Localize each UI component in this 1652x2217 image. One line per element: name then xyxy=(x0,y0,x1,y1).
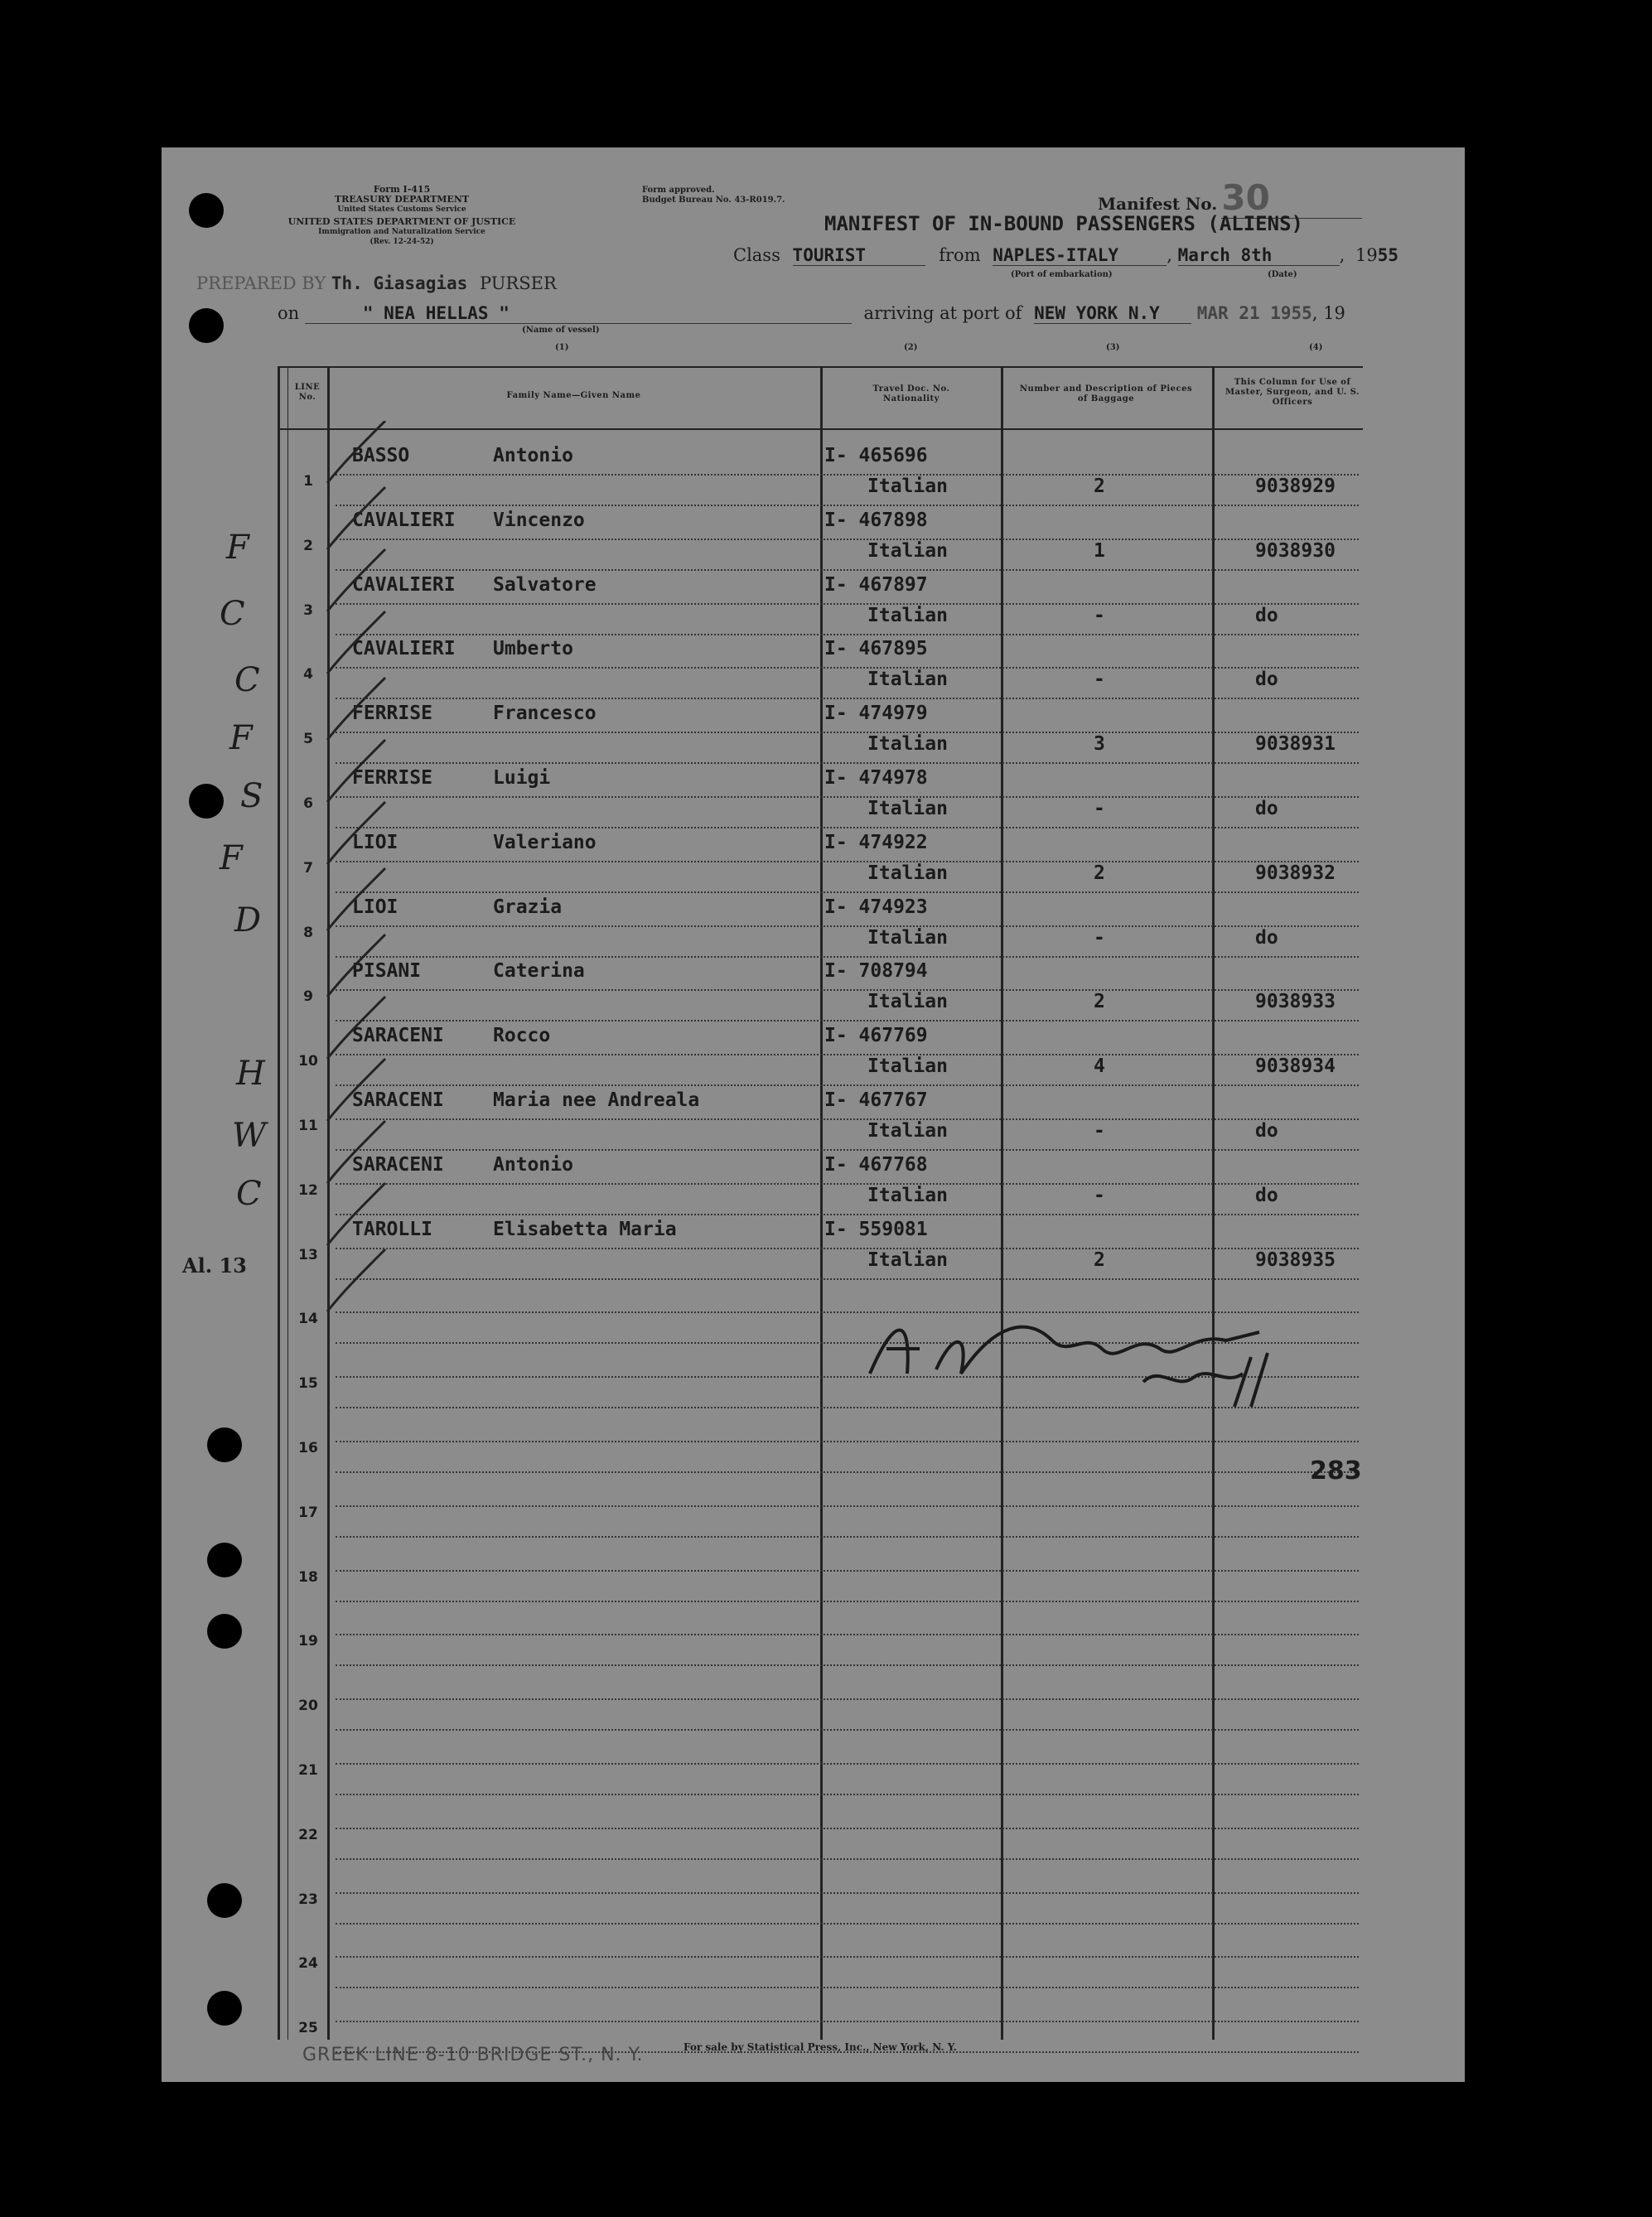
check-mark xyxy=(327,1183,385,1245)
col-divider-travel xyxy=(1001,366,1003,2040)
family-name: FERRISE xyxy=(352,767,432,789)
vessel-caption: (Name of vessel) xyxy=(522,326,600,335)
officer-ref: 9038932 xyxy=(1255,862,1336,884)
punch-hole xyxy=(189,784,224,819)
family-name: PISANI xyxy=(352,960,422,983)
row-rule xyxy=(336,1729,1359,1731)
line-number: 11 xyxy=(298,1118,318,1134)
prepared-name: Th. Giasagias xyxy=(331,273,468,293)
footer-line-name: GREEK LINE 8-10 BRIDGE ST., N. Y. xyxy=(302,2045,644,2065)
baggage-count: 2 xyxy=(1094,862,1105,884)
baggage-count: - xyxy=(1094,926,1105,949)
row-rule xyxy=(336,1471,1359,1473)
punch-hole xyxy=(189,193,224,228)
travel-doc-no: I- 474922 xyxy=(824,831,928,853)
line-number: 4 xyxy=(303,666,313,683)
line-number: 14 xyxy=(298,1311,318,1328)
family-name: LIOI xyxy=(352,831,399,853)
margin-letter: C xyxy=(236,1175,262,1213)
margin-letter: D xyxy=(234,901,262,939)
row-rule xyxy=(336,569,1359,571)
al-note: Al. 13 xyxy=(182,1253,247,1278)
row-rule xyxy=(336,698,1359,699)
arrival-year-prefix: 19 xyxy=(1323,303,1345,323)
given-name: Vincenzo xyxy=(493,509,585,531)
baggage-count: 2 xyxy=(1094,476,1105,497)
row-rule xyxy=(336,1214,1359,1215)
row-rule xyxy=(336,603,1359,605)
line-number: 21 xyxy=(298,1762,318,1779)
row-rule xyxy=(336,1278,1359,1280)
line-number: 3 xyxy=(303,601,313,619)
punch-hole xyxy=(207,1883,242,1918)
year-prefix: 19 xyxy=(1355,245,1378,265)
vessel-name: " NEA HELLAS " xyxy=(305,303,852,324)
row-rule xyxy=(336,474,1359,476)
given-name: Valeriano xyxy=(493,831,597,853)
family-name: CAVALIERI xyxy=(352,573,456,596)
travel-doc-no: I- 474923 xyxy=(824,896,928,918)
row-rule xyxy=(336,667,1359,669)
travel-doc-no: I- 467895 xyxy=(824,638,928,660)
row-rule xyxy=(336,861,1359,862)
baggage-count: 3 xyxy=(1094,733,1105,756)
family-name: LIOI xyxy=(352,896,399,918)
col-num-1: (1) xyxy=(555,343,569,352)
arrival-port: NEW YORK N.Y xyxy=(1034,303,1191,324)
officer-ref: 9038934 xyxy=(1255,1055,1336,1078)
given-name: Elisabetta Maria xyxy=(493,1218,677,1240)
row-rule xyxy=(336,634,1359,635)
baggage-count: 2 xyxy=(1094,991,1105,1013)
baggage-count: 4 xyxy=(1094,1055,1105,1078)
family-name: TAROLLI xyxy=(352,1218,432,1240)
class-line: Class TOURIST from NAPLES-ITALY , March 8th , 1955 xyxy=(733,245,1399,265)
family-name: SARACENI xyxy=(352,1089,444,1111)
row-rule xyxy=(336,925,1359,927)
agency-block xyxy=(278,185,526,247)
line-number: 6 xyxy=(303,795,313,812)
row-rule xyxy=(336,1828,1359,1829)
punch-hole xyxy=(207,1427,242,1462)
row-rule xyxy=(336,1149,1359,1151)
row-rule xyxy=(336,796,1359,798)
travel-doc-no: I- 467897 xyxy=(824,573,928,596)
row-rule xyxy=(336,1664,1359,1666)
travel-doc-no: I- 474979 xyxy=(824,703,928,725)
check-mark xyxy=(327,421,385,483)
officer-ref: do xyxy=(1255,669,1278,691)
officer-ref: 9038929 xyxy=(1255,476,1336,497)
manifest-label: Manifest No. xyxy=(1098,194,1218,214)
family-name: CAVALIERI xyxy=(352,638,456,660)
punch-hole xyxy=(189,308,224,343)
margin-letter: H xyxy=(236,1055,265,1093)
nationality: Italian xyxy=(867,798,948,819)
line-number: 23 xyxy=(298,1891,318,1908)
row-rule xyxy=(336,1248,1359,1249)
check-mark xyxy=(327,1121,385,1183)
baggage-count: 1 xyxy=(1094,539,1105,562)
check-mark xyxy=(327,1059,385,1121)
row-rule xyxy=(336,1858,1359,1860)
on-label: on xyxy=(278,303,300,323)
row-rule xyxy=(336,1505,1359,1507)
from-label: from xyxy=(939,245,981,265)
row-rule xyxy=(336,505,1359,506)
table-top-border xyxy=(278,366,1363,368)
officer-ref: 9038935 xyxy=(1255,1249,1336,1271)
travel-doc-no: I- 467768 xyxy=(824,1153,928,1176)
family-name: SARACENI xyxy=(352,1025,444,1047)
budget-bureau: Budget Bureau No. 43-R019.7. xyxy=(642,196,785,205)
baggage-count: - xyxy=(1094,604,1105,626)
row-rule xyxy=(336,1020,1359,1022)
form-approved xyxy=(642,186,785,205)
line-number: 2 xyxy=(303,537,313,554)
row-rule xyxy=(336,989,1359,991)
row-rule xyxy=(336,1763,1359,1765)
check-mark xyxy=(327,802,385,864)
header-family-name: Family Name—Given Name xyxy=(506,391,641,400)
justice-department: UNITED STATES DEPARTMENT OF JUSTICE xyxy=(287,216,516,227)
row-rule xyxy=(336,827,1359,828)
col-num-2: (2) xyxy=(904,343,918,352)
nationality: Italian xyxy=(867,669,948,691)
nationality: Italian xyxy=(867,1249,948,1271)
col-num-4: (4) xyxy=(1309,343,1323,352)
nationality: Italian xyxy=(867,1055,948,1078)
row-rule xyxy=(336,1923,1359,1925)
arriving-label: arriving at port of xyxy=(863,303,1022,323)
line-number: 18 xyxy=(298,1568,318,1586)
manifest-sheet xyxy=(162,147,1465,2082)
family-name: SARACENI xyxy=(352,1153,444,1176)
given-name: Luigi xyxy=(493,767,551,789)
col-num-3: (3) xyxy=(1106,343,1120,352)
travel-doc-no: I- 467767 xyxy=(824,1089,928,1111)
date-caption: (Date) xyxy=(1268,270,1297,279)
given-name: Umberto xyxy=(493,638,573,660)
punch-hole xyxy=(207,1614,242,1649)
nationality: Italian xyxy=(867,604,948,626)
given-name: Salvatore xyxy=(493,573,597,596)
nationality: Italian xyxy=(867,539,948,562)
date-value: March 8th xyxy=(1178,245,1340,266)
given-name: Antonio xyxy=(493,445,573,466)
row-rule xyxy=(336,891,1359,893)
line-number: 8 xyxy=(303,924,313,941)
nationality: Italian xyxy=(867,1120,948,1142)
row-rule xyxy=(336,1892,1359,1894)
arrival-date-stamp: MAR 21 1955 xyxy=(1196,303,1312,323)
line-number: 9 xyxy=(303,988,313,1006)
nationality: Italian xyxy=(867,862,948,884)
officer-ref: 9038931 xyxy=(1255,733,1336,756)
prepared-by-line xyxy=(196,273,557,293)
check-mark xyxy=(327,678,385,740)
officer-ref: do xyxy=(1255,926,1278,949)
line-number: 5 xyxy=(303,731,313,748)
manifest-number: 30 xyxy=(1221,177,1362,219)
header-travel-doc: Travel Doc. No. Nationality xyxy=(872,384,950,403)
header-bottom-border xyxy=(278,428,1363,430)
line-number: 16 xyxy=(298,1440,318,1456)
class-label: Class xyxy=(733,245,780,265)
nationality: Italian xyxy=(867,926,948,949)
margin-letter: C xyxy=(220,595,245,633)
row-rule xyxy=(336,2021,1359,2022)
travel-doc-no: I- 467898 xyxy=(824,509,928,531)
baggage-count: - xyxy=(1094,798,1105,819)
footer-printer: For sale by Statistical Press, Inc., New York, N. Y. xyxy=(684,2041,957,2053)
check-mark xyxy=(327,740,385,802)
col-divider-baggage xyxy=(1212,366,1215,2040)
baggage-count: - xyxy=(1094,669,1105,691)
officer-ref: do xyxy=(1255,1184,1278,1206)
family-name: FERRISE xyxy=(352,703,432,725)
header-officers: This Column for Use of Master, Surgeon, and U. S. Officers xyxy=(1225,378,1360,407)
row-rule xyxy=(336,1987,1359,1988)
row-rule xyxy=(336,1601,1359,1602)
officer-ref: do xyxy=(1255,1120,1278,1142)
travel-doc-no: I- 708794 xyxy=(824,960,928,983)
nationality: Italian xyxy=(867,1184,948,1206)
col-divider-name xyxy=(820,366,823,2040)
travel-doc-no: I- 467769 xyxy=(824,1025,928,1047)
given-name: Francesco xyxy=(493,703,597,725)
officer-ref: 9038930 xyxy=(1255,539,1336,562)
row-rule xyxy=(336,1084,1359,1086)
row-rule xyxy=(336,1634,1359,1635)
given-name: Antonio xyxy=(493,1153,573,1176)
given-name: Maria nee Andreala xyxy=(493,1089,700,1111)
row-rule xyxy=(336,1536,1359,1538)
nationality: Italian xyxy=(867,733,948,756)
travel-doc-no: I- 474978 xyxy=(824,767,928,789)
line-number: 20 xyxy=(298,1698,318,1715)
check-mark xyxy=(327,868,385,930)
margin-letter: W xyxy=(232,1117,267,1155)
form-number: Form I-415 xyxy=(373,184,431,195)
check-mark xyxy=(327,611,385,674)
family-name: BASSO xyxy=(352,445,410,466)
row-rule xyxy=(336,1054,1359,1055)
row-rule xyxy=(336,1956,1359,1958)
punch-hole xyxy=(207,1991,242,2026)
nationality: Italian xyxy=(867,476,948,497)
travel-doc-no: I- 559081 xyxy=(824,1218,928,1240)
from-value: NAPLES-ITALY xyxy=(993,245,1167,266)
line-number: 13 xyxy=(298,1246,318,1263)
row-rule xyxy=(336,1794,1359,1795)
prepared-role: PURSER xyxy=(479,273,557,293)
page-title: MANIFEST OF IN-BOUND PASSENGERS (ALIENS) xyxy=(824,212,1303,235)
class-value: TOURIST xyxy=(793,245,925,266)
year-value: 55 xyxy=(1377,245,1399,265)
customs-service: United States Customs Service xyxy=(337,205,466,214)
baggage-count: - xyxy=(1094,1120,1105,1142)
row-rule xyxy=(336,732,1359,733)
line-number: 17 xyxy=(298,1504,318,1521)
margin-letter: C xyxy=(234,661,260,699)
officer-ref: do xyxy=(1255,604,1278,626)
treasury-department: TREASURY DEPARTMENT xyxy=(334,194,470,205)
baggage-count: - xyxy=(1094,1184,1105,1206)
given-name: Rocco xyxy=(493,1025,551,1047)
check-mark xyxy=(327,935,385,997)
line-number: 19 xyxy=(298,1633,318,1650)
header-baggage: Number and Description of Pieces of Baggage xyxy=(1019,384,1193,403)
line-number: 10 xyxy=(298,1053,318,1070)
line-number: 7 xyxy=(303,859,313,877)
passenger-count: 283 xyxy=(1310,1456,1362,1485)
margin-letter: F xyxy=(229,719,253,757)
check-mark xyxy=(327,487,385,549)
line-number: 15 xyxy=(298,1375,318,1393)
line-number: 22 xyxy=(298,1826,318,1843)
row-rule xyxy=(336,956,1359,958)
row-rule xyxy=(336,539,1359,540)
baggage-count: 2 xyxy=(1094,1249,1105,1271)
ins-label: Immigration and Naturalization Service xyxy=(318,228,485,236)
port-embarkation-caption: (Port of embarkation) xyxy=(1011,270,1113,279)
row-rule xyxy=(336,1698,1359,1700)
officer-ref: 9038933 xyxy=(1255,991,1336,1013)
punch-hole xyxy=(207,1543,242,1577)
line-number: 12 xyxy=(298,1181,318,1199)
nationality: Italian xyxy=(867,991,948,1013)
family-name: CAVALIERI xyxy=(352,509,456,531)
line-number: 25 xyxy=(298,2020,318,2037)
check-mark xyxy=(327,1249,385,1311)
prepared-label: PREPARED BY xyxy=(196,273,326,293)
row-rule xyxy=(336,1441,1359,1442)
row-rule xyxy=(336,1118,1359,1120)
row-rule xyxy=(336,1183,1359,1185)
vessel-line: on " NEA HELLAS " arriving at port of NEW YORK N.Y MAR 21 1955, 19 xyxy=(278,303,1345,323)
check-mark xyxy=(327,997,385,1059)
line-number: 24 xyxy=(298,1955,318,1973)
signature xyxy=(882,1295,1187,1333)
margin-letter: F xyxy=(220,839,243,877)
margin-letter: F xyxy=(226,529,249,567)
margin-check-marks xyxy=(261,421,427,1332)
given-name: Grazia xyxy=(493,896,563,918)
row-rule xyxy=(336,1570,1359,1572)
row-rule xyxy=(336,762,1359,764)
officer-ref: do xyxy=(1255,798,1278,819)
travel-doc-no: I- 465696 xyxy=(824,445,928,466)
check-mark xyxy=(327,549,385,611)
given-name: Caterina xyxy=(493,960,585,983)
line-number: 1 xyxy=(303,473,313,490)
revision: (Rev. 12-24-52) xyxy=(370,238,434,246)
margin-letter: S xyxy=(240,777,263,815)
approved-label: Form approved. xyxy=(642,186,715,195)
header-line-no: LINE No. xyxy=(294,383,321,402)
